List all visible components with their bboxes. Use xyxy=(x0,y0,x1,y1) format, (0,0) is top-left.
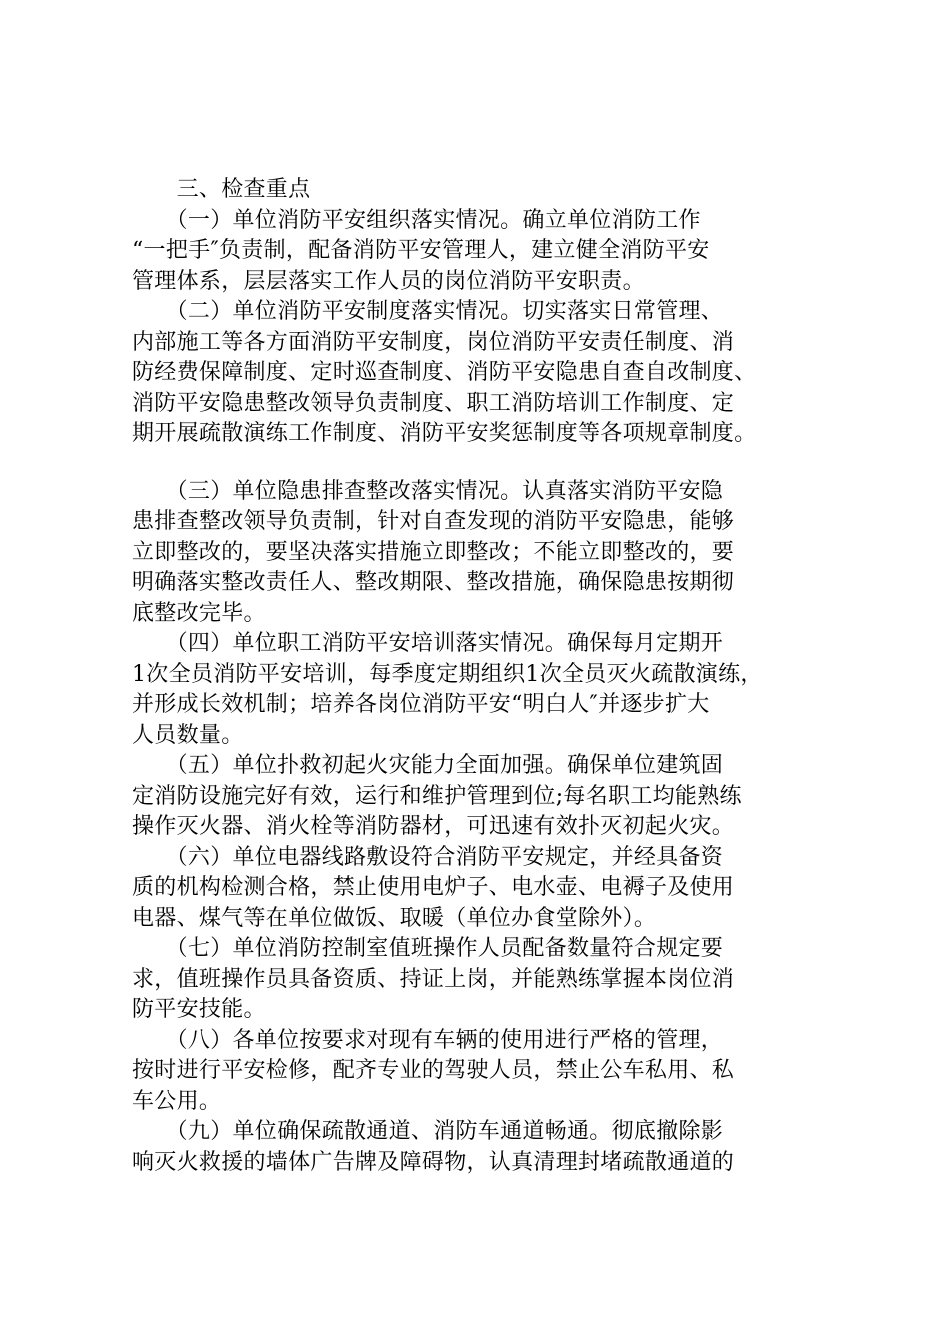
para-2-line-4: 消防平安隐患整改领导负责制度、职工消防培训工作制度、定 xyxy=(132,390,735,416)
para-2-line-3: 防经费保障制度、定时巡查制度、消防平安隐患自查自改制度、 xyxy=(132,360,757,385)
para-2-line-1: （二）单位消防平安制度落实情况。切实落实日常管理、 xyxy=(132,299,724,324)
para-1-line-1: （一）单位消防平安组织落实情况。确立单位消防工作 xyxy=(132,207,701,233)
para-4-line-3: 并形成长效机制；培养各岗位消防平安“明白人″并逐步扩大 xyxy=(132,692,710,717)
para-4-line-2: 1次全员消防平安培训，每季度定期组织1次全员灭火疏散演练， xyxy=(132,661,763,687)
para-2-line-5: 期开展疏散演练工作制度、消防平安奖惩制度等各项规章制度。 xyxy=(132,421,757,446)
para-1-line-2: “一把手″负责制，配备消防平安管理人，建立健全消防平安 xyxy=(132,238,710,263)
para-5-line-3: 操作灭火器、消火栓等消防器材，可迅速有效扑灭初起火灾。 xyxy=(132,814,735,839)
para-8-line-3: 车公用。 xyxy=(132,1088,222,1114)
document-body xyxy=(132,175,844,1178)
para-5-line-1: （五）单位扑救初起火灾能力全面加强。确保单位建筑固 xyxy=(132,753,724,778)
para-9-line-1: （九）单位确保疏散通道、消防车通道畅通。彻底撤除影 xyxy=(132,1119,724,1144)
para-2-line-2: 内部施工等各方面消防平安制度，岗位消防平安责任制度、消 xyxy=(132,329,735,355)
para-3-line-2: 患排查整改领导负责制，针对自查发现的消防平安隐患，能够 xyxy=(132,509,735,534)
para-4-line-4: 人员数量。 xyxy=(132,722,244,748)
para-7-line-1: （七）单位消防控制室值班操作人员配备数量符合规定要 xyxy=(132,936,724,961)
para-4-line-1: （四）单位职工消防平安培训落实情况。确保每月定期开 xyxy=(132,631,724,656)
para-9-line-2: 响灭火救援的墙体广告牌及障碍物，认真清理封堵疏散通道的 xyxy=(132,1149,735,1175)
para-7-line-3: 防平安技能。 xyxy=(132,997,266,1022)
para-3-line-1: （三）单位隐患排查整改落实情况。认真落实消防平安隐 xyxy=(132,478,724,504)
para-6-line-1: （六）单位电器线路敷设符合消防平安规定，并经具备资 xyxy=(132,844,724,870)
para-3-line-3: 立即整改的，要坚决落实措施立即整改；不能立即整改的，要 xyxy=(132,539,735,565)
para-3-line-4: 明确落实整改责任人、整改期限、整改措施，确保隐患按期彻 xyxy=(132,570,735,595)
para-5-line-2: 定消防设施完好有效，运行和维护管理到位;每名职工均能熟练 xyxy=(132,783,742,809)
paragraph-gap xyxy=(132,450,844,477)
para-6-line-3: 电器、煤气等在单位做饭、取暖（单位办食堂除外）。 xyxy=(132,905,657,931)
section-heading: 三、检查重点 xyxy=(132,177,311,202)
para-1-line-3: 管理体系，层层落实工作人员的岗位消防平安职责。 xyxy=(132,268,645,294)
para-8-line-2: 按时进行平安检修，配齐专业的驾驶人员，禁止公车私用、私 xyxy=(132,1058,735,1083)
para-7-line-2: 求，值班操作员具备资质、持证上岗，并能熟练掌握本岗位消 xyxy=(132,966,735,992)
para-6-line-2: 质的机构检测合格，禁止使用电炉子、电水壶、电褥子及使用 xyxy=(132,875,735,900)
para-3-line-5: 底整改完毕。 xyxy=(132,600,266,626)
para-8-line-1: （八）各单位按要求对现有车辆的使用进行严格的管理， xyxy=(132,1027,724,1053)
